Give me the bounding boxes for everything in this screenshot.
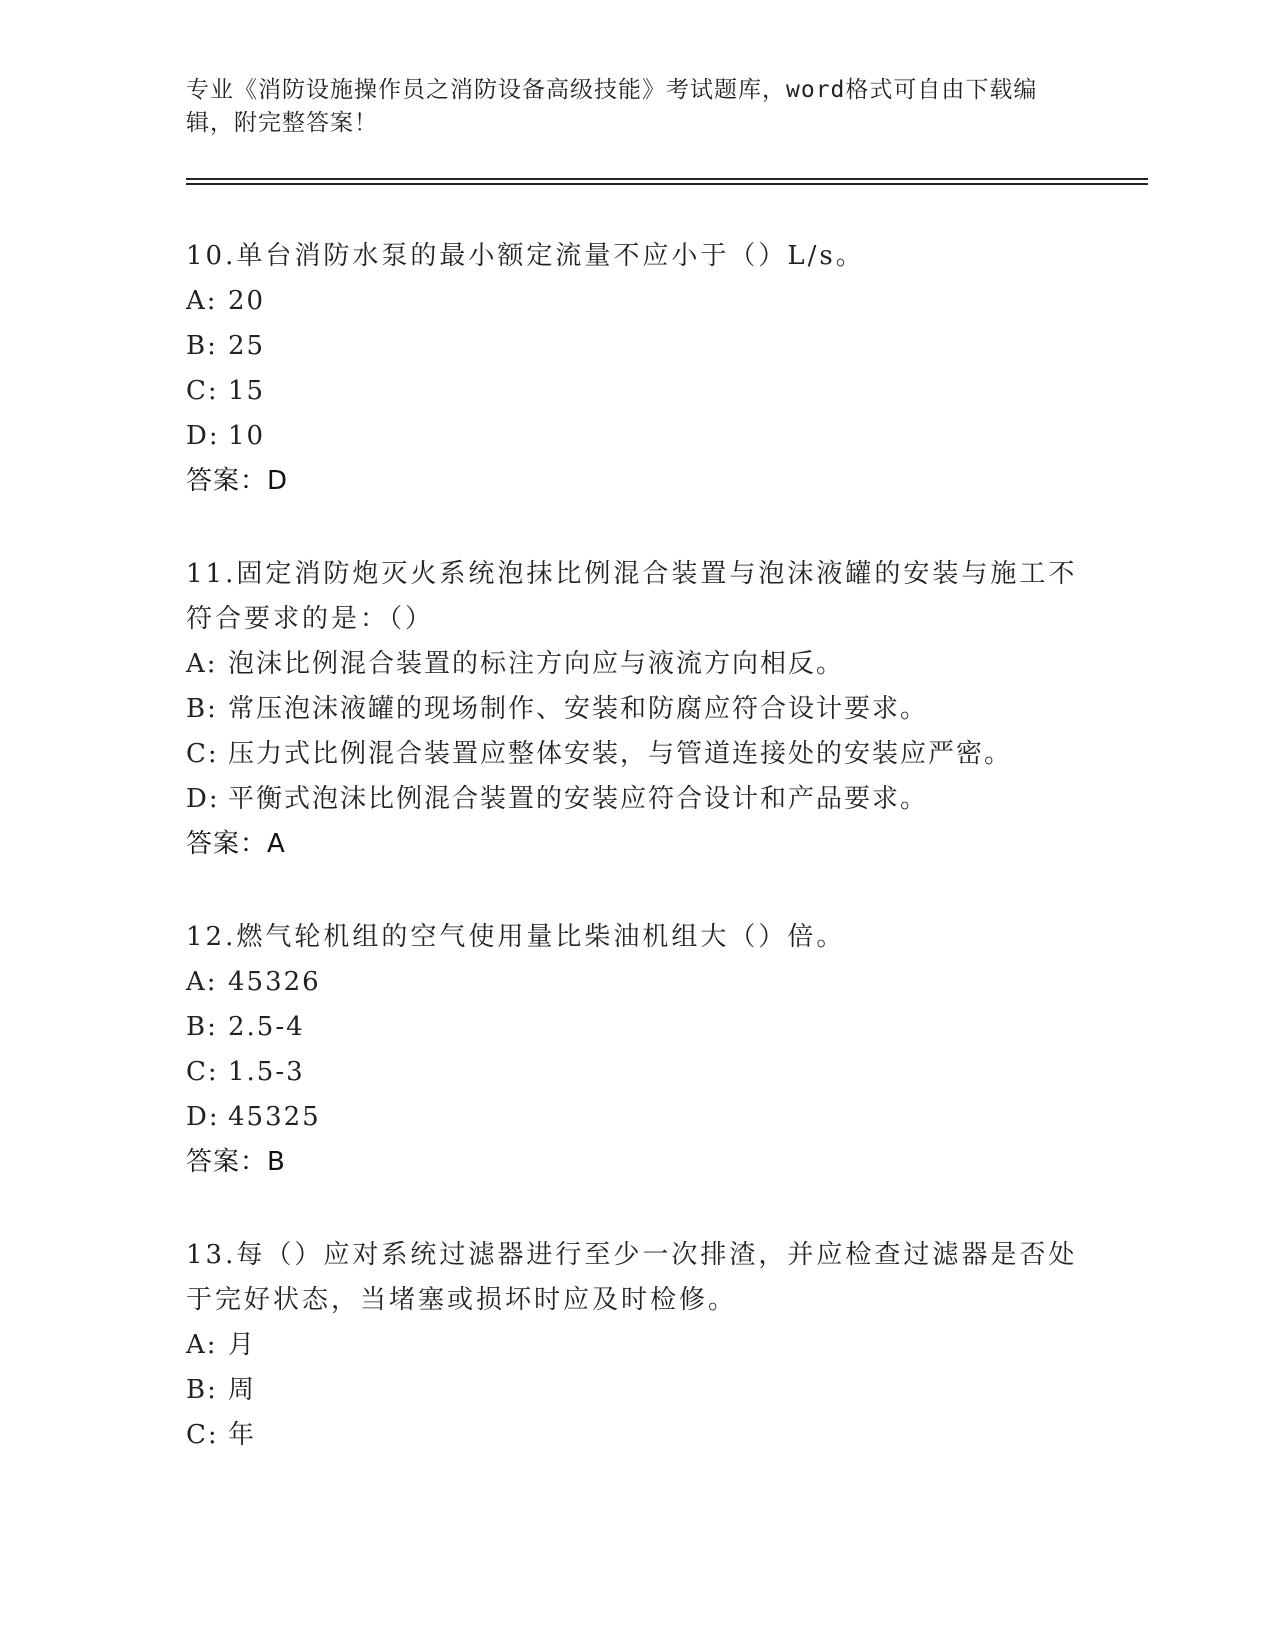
option-text: 15 bbox=[228, 376, 266, 406]
header-divider-top bbox=[186, 178, 1148, 180]
option-letter: B: bbox=[186, 1375, 218, 1405]
question-stem: 13.每（）应对系统过滤器进行至少一次排渣，并应检查过滤器是否处于完好状态，当堵塞或损坏时应及时检修。 bbox=[186, 1240, 1078, 1315]
option-text: 常压泡沫液罐的现场制作、安装和防腐应符合设计要求。 bbox=[228, 694, 929, 724]
option-letter: B: bbox=[186, 1012, 218, 1042]
option-text: 年 bbox=[228, 1420, 257, 1450]
option-c bbox=[186, 369, 1086, 414]
header-divider-bottom bbox=[186, 183, 1148, 185]
option-text: 月 bbox=[228, 1330, 257, 1360]
option-d bbox=[186, 1095, 1086, 1140]
option-letter: D: bbox=[186, 1102, 220, 1132]
answer-line: 答案：D bbox=[186, 466, 289, 496]
option-a bbox=[186, 960, 1086, 1005]
option-letter: D: bbox=[186, 421, 220, 451]
option-c bbox=[186, 732, 1086, 777]
option-text: 1.5-3 bbox=[228, 1057, 305, 1087]
option-b bbox=[186, 1005, 1086, 1050]
answer-line: 答案：B bbox=[186, 1147, 286, 1177]
option-text: 压力式比例混合装置应整体安装，与管道连接处的安装应严密。 bbox=[228, 739, 1013, 769]
question-13 bbox=[186, 1233, 1086, 1458]
option-text: 平衡式泡沫比例混合装置的安装应符合设计和产品要求。 bbox=[228, 784, 929, 814]
option-letter: B: bbox=[186, 694, 218, 724]
option-text: 25 bbox=[228, 331, 266, 361]
option-letter: A: bbox=[186, 1330, 218, 1360]
option-d bbox=[186, 414, 1086, 459]
option-text: 2.5-4 bbox=[228, 1012, 305, 1042]
question-stem: 12.燃气轮机组的空气使用量比柴油机组大（）倍。 bbox=[186, 922, 846, 952]
option-text: 10 bbox=[228, 421, 266, 451]
question-11 bbox=[186, 552, 1086, 867]
option-text: 泡沫比例混合装置的标注方向应与液流方向相反。 bbox=[228, 649, 845, 679]
question-stem: 11.固定消防炮灭火系统泡抹比例混合装置与泡沫液罐的安装与施工不符合要求的是：（） bbox=[186, 559, 1078, 634]
option-text: 45325 bbox=[228, 1102, 321, 1132]
option-letter: D: bbox=[186, 784, 220, 814]
option-text: 20 bbox=[228, 286, 266, 316]
option-b bbox=[186, 687, 1086, 732]
document-header: 专业《消防设施操作员之消防设备高级技能》考试题库，word格式可自由下载编辑，附完整答案！ bbox=[186, 77, 1038, 136]
option-a bbox=[186, 279, 1086, 324]
option-letter: C: bbox=[186, 1057, 219, 1087]
option-d bbox=[186, 777, 1086, 822]
option-text: 45326 bbox=[228, 967, 321, 997]
answer-line: 答案：A bbox=[186, 829, 286, 859]
option-letter: C: bbox=[186, 739, 219, 769]
option-a bbox=[186, 1323, 1086, 1368]
option-b bbox=[186, 1368, 1086, 1413]
option-letter: A: bbox=[186, 649, 218, 679]
question-stem: 10.单台消防水泵的最小额定流量不应小于（）L/s。 bbox=[186, 241, 865, 271]
option-letter: B: bbox=[186, 331, 218, 361]
option-b bbox=[186, 324, 1086, 369]
question-12 bbox=[186, 915, 1086, 1185]
option-letter: C: bbox=[186, 1420, 219, 1450]
option-c bbox=[186, 1050, 1086, 1095]
option-c bbox=[186, 1413, 1086, 1458]
question-10 bbox=[186, 234, 1086, 504]
option-text: 周 bbox=[228, 1375, 257, 1405]
option-a bbox=[186, 642, 1086, 687]
option-letter: C: bbox=[186, 376, 219, 406]
option-letter: A: bbox=[186, 286, 218, 316]
option-letter: A: bbox=[186, 967, 218, 997]
